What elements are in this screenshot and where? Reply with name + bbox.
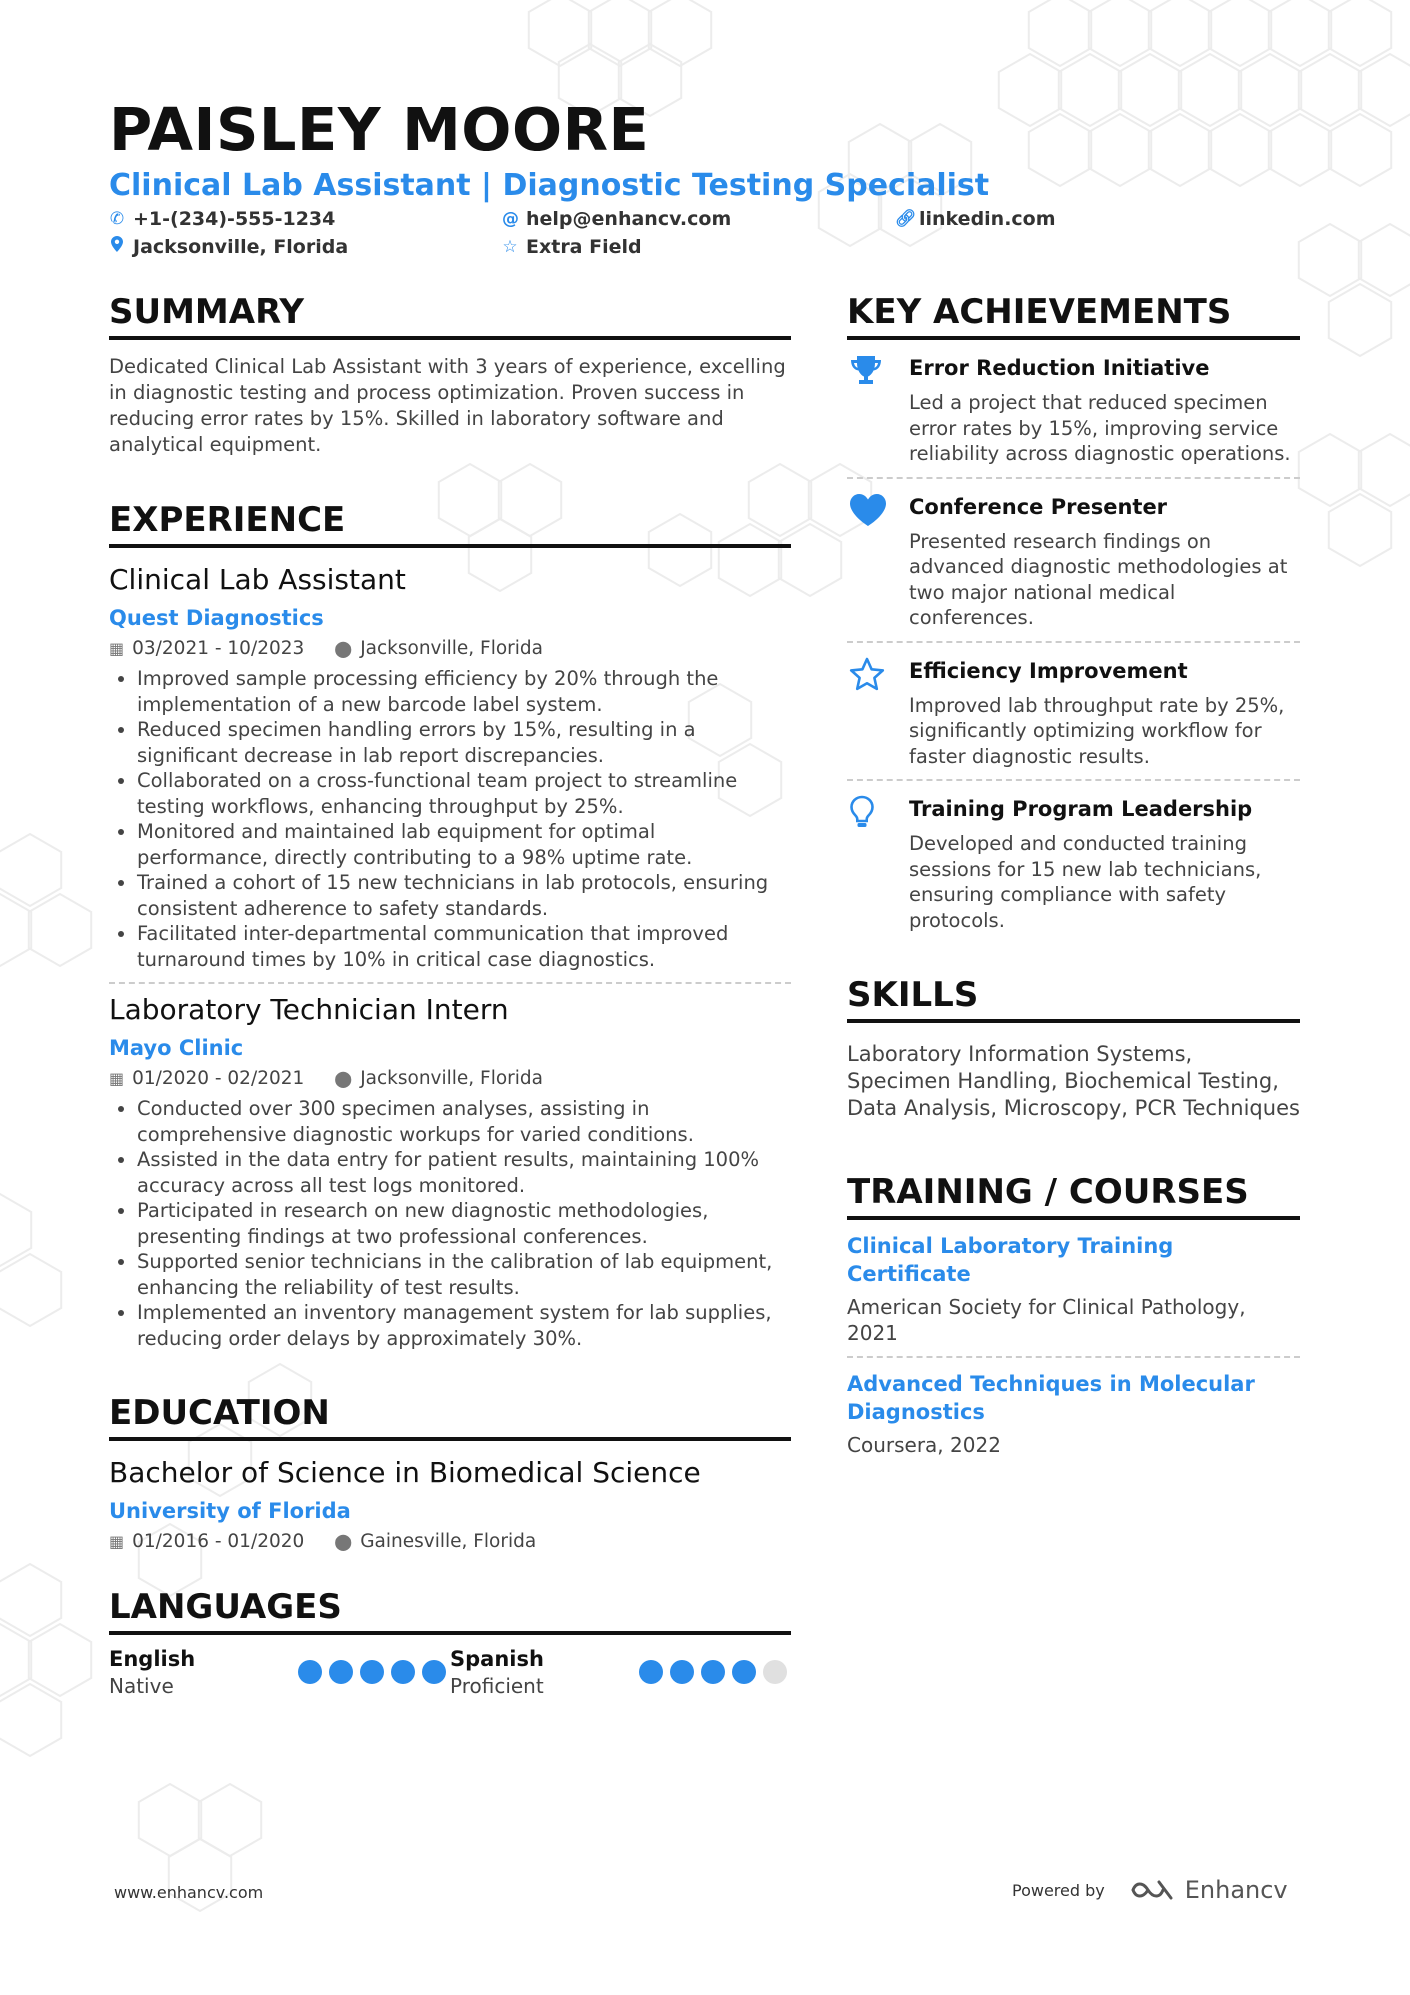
company-name: Mayo Clinic [109,1036,244,1060]
section-title-experience: EXPERIENCE [109,498,791,548]
rating-dot [701,1660,725,1684]
job-entry [109,562,791,984]
brand-name: Enhancv [1184,1876,1288,1904]
calendar-icon: ▦ [109,1069,125,1088]
footer-website[interactable]: www.enhancv.com [114,1883,264,1902]
summary-section [109,290,791,458]
rating-dot [360,1660,384,1684]
section-title-skills: SKILLS [847,973,1300,1023]
job-bullets [109,1096,791,1351]
contact-phone[interactable]: ✆ +1-(234)-555-1234 [109,208,336,230]
rating-dot [670,1660,694,1684]
achievement-title: Conference Presenter [909,494,1168,519]
language-level: Native [109,1674,174,1698]
language-rating [298,1660,446,1684]
calendar-icon: ▦ [109,639,125,658]
rating-dot [329,1660,353,1684]
divider [847,1356,1300,1358]
job-bullets [109,666,791,972]
bullet-item: • Trained a cohort of 15 new technicians in lab protocols, ensuring consistent adherence to safety standards. [137,870,791,921]
phone-icon: ✆ [109,209,125,229]
candidate-name: PAISLEY MOORE [109,95,650,164]
rating-dot [763,1660,787,1684]
location-pin-icon: ⬤ [334,1532,353,1551]
section-title-languages: LANGUAGES [109,1585,791,1635]
bullet-item: • Facilitated inter-departmental communication that improved turnaround times by 10% in critical case diagnostics. [137,921,791,972]
bullet-item: • Conducted over 300 specimen analyses, assisting in comprehensive diagnostic workups for varied conditions. [137,1096,791,1147]
training-section [847,1170,1300,1458]
bullet-item: • Supported senior technicians in the calibration of lab equipment, enhancing the reliability of test results. [137,1249,791,1300]
section-title-training: TRAINING / COURSES [847,1170,1300,1220]
achievement-title: Training Program Leadership [909,797,1253,821]
skills-section [847,973,1300,1122]
bullet-item: • Reduced specimen handling errors by 15%, resulting in a significant decrease in lab report discrepancies. [137,717,791,768]
bullet-item: • Collaborated on a cross-functional team project to streamline testing workflows, enhancing throughput by 25%. [137,768,791,819]
bullet-item: • Implemented an inventory management system for lab supplies, reducing order delays by approximately 30%. [137,1300,791,1351]
achievement-item [847,479,1300,643]
achievement-title: Efficiency Improvement [909,658,1188,683]
location-pin-icon: ⬤ [334,1069,353,1088]
rating-dot [298,1660,322,1684]
bullet-item: • Improved sample processing efficiency by 20% through the implementation of a new barcode label system. [137,666,791,717]
summary-text: Dedicated Clinical Lab Assistant with 3 years of experience, excelling in diagnostic testing and process optimization. Proven success in reducing error rates by 15%. Skilled in laboratory software and analytical equipment. [109,355,786,456]
contact-linkedin[interactable]: 🔗︎ linkedin.com [895,208,1056,230]
divider [109,982,791,984]
languages-section [109,1585,791,1699]
enhancv-logo[interactable] [1129,1876,1288,1904]
school-name: University of Florida [109,1499,351,1523]
enhancv-logo-icon [1129,1878,1175,1902]
at-icon: @ [502,209,519,229]
achievement-item [847,643,1300,782]
education-meta: ▦ 01/2016 - 01/2020 ⬤ Gainesville, Florida [109,1531,537,1552]
achievement-desc: Presented research findings on advanced diagnostic methodologies at two major national medical conferences. [909,529,1288,629]
achievement-title: Error Reduction Initiative [909,356,1210,380]
achievements-section [847,290,1300,943]
lightbulb-icon [847,795,909,933]
course-item [847,1370,1300,1458]
location-pin-icon [109,234,125,260]
course-title: Advanced Techniques in Molecular Diagnostics [847,1372,1255,1424]
language-level: Proficient [450,1674,544,1698]
job-meta: ▦ 01/2020 - 02/2021 ⬤ Jacksonville, Florida [109,1068,543,1089]
job-title: Clinical Lab Assistant [109,563,406,596]
heart-icon [847,493,909,631]
candidate-headline: Clinical Lab Assistant | Diagnostic Testing Specialist [109,168,990,203]
job-meta: ▦ 03/2021 - 10/2023 ⬤ Jacksonville, Florida [109,638,543,659]
course-org: Coursera, 2022 [847,1433,1001,1457]
achievement-item [847,340,1300,479]
achievement-item [847,781,1300,943]
achievement-desc: Improved lab throughput rate by 25%, significantly optimizing workflow for faster diagnostic results. [909,693,1285,768]
language-name: English [109,1647,196,1671]
achievement-desc: Led a project that reduced specimen error rates by 15%, improving service reliability across diagnostic operations. [909,391,1291,465]
education-section [109,1391,791,1555]
location-pin-icon: ⬤ [334,639,353,658]
language-name: Spanish [450,1647,544,1671]
powered-by-label: Powered by [1012,1880,1105,1900]
rating-dot [422,1660,446,1684]
language-rating [639,1660,787,1684]
bullet-item: • Monitored and maintained lab equipment for optimal performance, directly contributing to a 98% uptime rate. [137,819,791,870]
contact-extra: ☆ Extra Field [502,236,642,258]
section-title-summary: SUMMARY [109,290,791,340]
contact-location: Jacksonville, Florida [109,234,348,260]
section-title-education: EDUCATION [109,1391,791,1441]
course-org: American Society for Clinical Pathology, 2021 [847,1295,1246,1345]
job-title: Laboratory Technician Intern [109,993,509,1026]
contact-email[interactable]: @ help@enhancv.com [502,208,732,230]
company-name: Quest Diagnostics [109,606,324,630]
language-item [109,1645,450,1699]
languages-list [109,1645,791,1699]
left-column [109,290,791,1715]
language-item [450,1645,791,1699]
rating-dot [732,1660,756,1684]
right-column [847,290,1300,1474]
degree-title: Bachelor of Science in Biomedical Science [109,1456,701,1489]
course-item [847,1232,1300,1358]
link-icon: 🔗︎ [895,209,917,229]
rating-dot [639,1660,663,1684]
calendar-icon: ▦ [109,1532,125,1551]
rating-dot [391,1660,415,1684]
bullet-item: • Assisted in the data entry for patient results, maintaining 100% accuracy across all test logs monitored. [137,1147,791,1198]
star-outline-icon: ☆ [502,237,518,257]
skills-text: Laboratory Information Systems, Specimen Handling, Biochemical Testing, Data Analysis, Microscopy, PCR Techniques [847,1042,1300,1120]
trophy-icon [847,354,909,467]
job-entry [109,992,791,1351]
star-icon [847,657,909,770]
bullet-item: • Participated in research on new diagnostic methodologies, presenting findings at two professional conferences. [137,1198,791,1249]
achievement-desc: Developed and conducted training sessions for 15 new lab technicians, ensuring compliance with safety protocols. [909,832,1262,932]
section-title-achievements: KEY ACHIEVEMENTS [847,290,1300,340]
footer-brand [1012,1876,1288,1904]
course-title: Clinical Laboratory Training Certificate [847,1234,1174,1286]
experience-section [109,498,791,1351]
